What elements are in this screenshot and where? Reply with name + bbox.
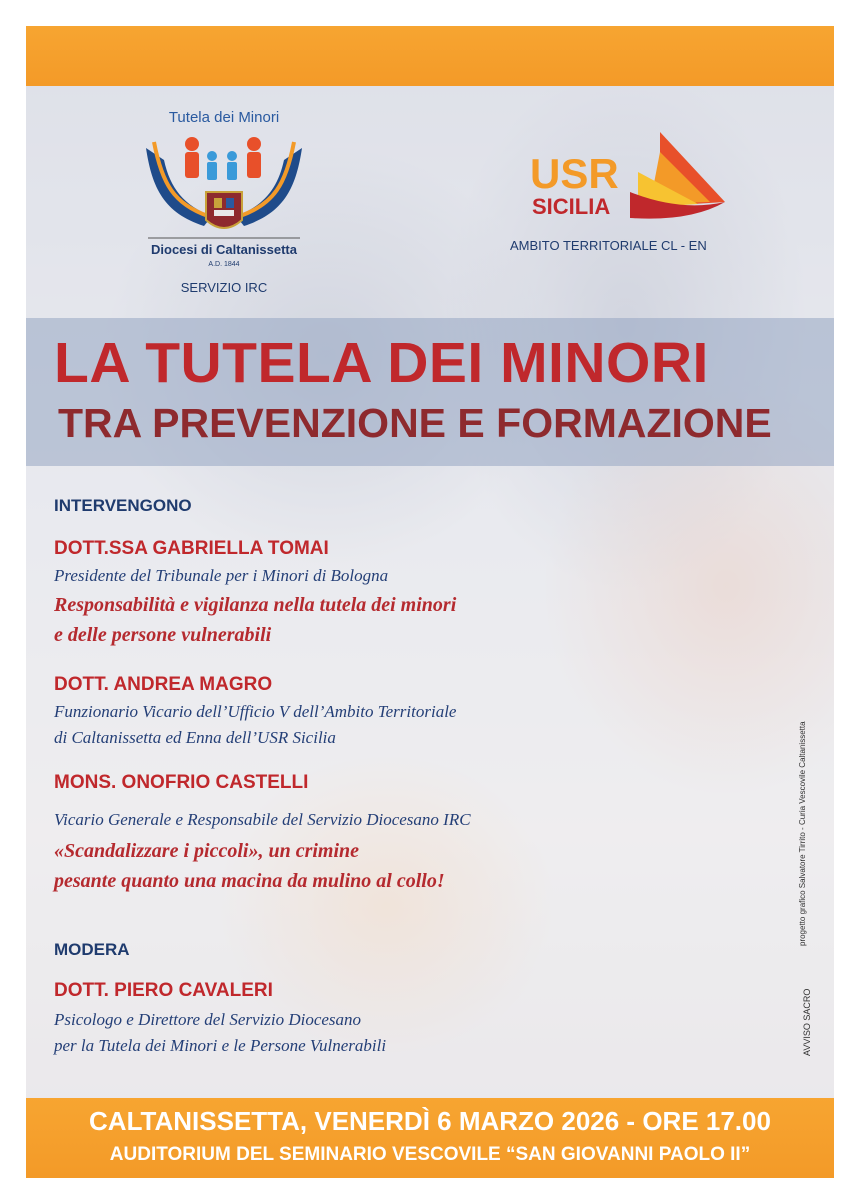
speaker-1-name: DOTT.SSA GABRIELLA TOMAI	[54, 538, 329, 559]
speaker-1-talk-line-1: Responsabilità e vigilanza nella tutela dei minori	[54, 594, 457, 616]
poster	[26, 26, 834, 1178]
avviso-sacro: AVVISO SACRO	[802, 988, 812, 1056]
diocese-logo	[134, 108, 314, 298]
speaker-2-role-line-2: di Caltanissetta ed Enna dell’USR Sicilia	[54, 728, 336, 747]
usr-caption: AMBITO TERRITORIALE CL - EN	[510, 238, 707, 253]
logo-diocese-name: Diocesi di Caltanissetta	[151, 242, 297, 257]
speaker-3-talk-line-1: «Scandalizzare i piccoli», un crimine	[54, 840, 360, 862]
moderator-heading: MODERA	[54, 940, 130, 959]
speaker-2-name: DOTT. ANDREA MAGRO	[54, 674, 273, 695]
sicilia-text: SICILIA	[532, 194, 611, 219]
moderator-role-line-1: Psicologo e Direttore del Servizio Diocesano	[54, 1010, 362, 1029]
speaker-3-talk-line-2: pesante quanto una macina da mulino al collo!	[54, 870, 445, 892]
event-venue: AUDITORIUM DEL SEMINARIO VESCOVILE “SAN GIOVANNI PAOLO II”	[109, 1144, 751, 1165]
speaker-1-role: Presidente del Tribunale per i Minori di Bologna	[54, 566, 389, 585]
main-title: LA TUTELA DEI MINORI	[54, 331, 709, 395]
logo-year: A.D. 1844	[208, 261, 240, 268]
speaker-3-role: Vicario Generale e Responsabile del Servizio Diocesano IRC	[54, 810, 471, 829]
design-credit: progetto grafico Salvatore Tirrito - Curia Vescovile Caltanissetta	[798, 721, 807, 946]
speaker-3-name: MONS. ONOFRIO CASTELLI	[54, 772, 309, 793]
moderator-name: DOTT. PIERO CAVALERI	[54, 980, 273, 1001]
moderator-role-line-2: per la Tutela dei Minori e le Persone Vulnerabili	[54, 1036, 387, 1055]
speaker-1-talk-line-2: e delle persone vulnerabili	[54, 624, 272, 646]
usr-sicilia-logo	[510, 122, 740, 272]
speaker-2-role-line-1: Funzionario Vicario dell’Ufficio V dell’Ambito Territoriale	[54, 702, 457, 721]
logo-heading: Tutela dei Minori	[168, 109, 280, 126]
logo-service: SERVIZIO IRC	[180, 280, 268, 295]
subtitle: TRA PREVENZIONE E FORMAZIONE	[58, 400, 772, 446]
usr-text: USR	[530, 150, 619, 197]
speakers-heading: INTERVENGONO	[54, 496, 192, 515]
top-orange-bar	[26, 26, 834, 86]
sail-icon	[510, 122, 740, 272]
event-date-time: CALTANISSETTA, VENERDÌ 6 MARZO 2026 - ORE 17.00	[89, 1106, 771, 1136]
hands-family-icon	[134, 108, 314, 298]
